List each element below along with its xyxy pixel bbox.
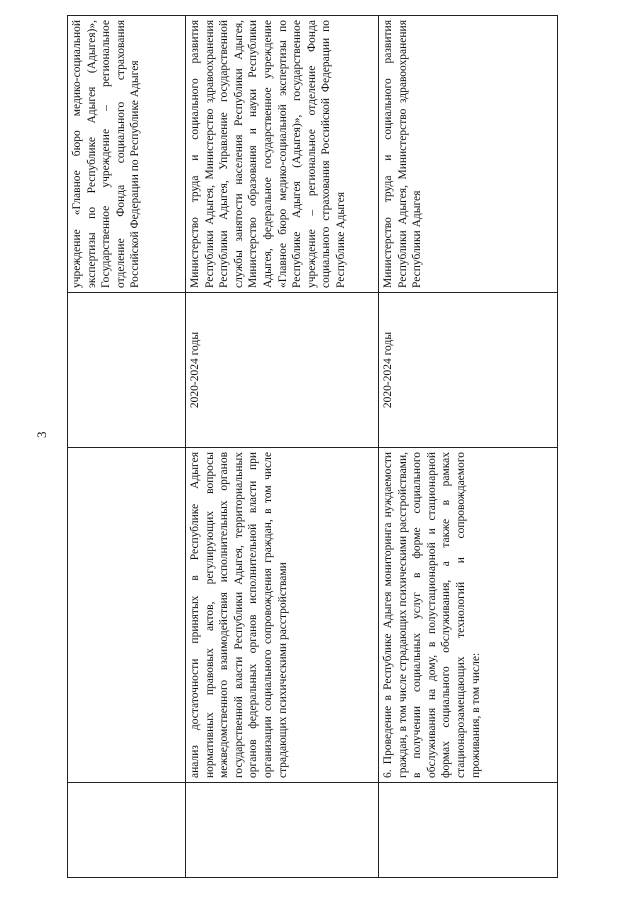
period-cell: 2020-2024 годы: [379, 293, 558, 448]
executors-cell: Министерство труда и социального развития Республики Адыгея, Министерство здравоохранения Республики Адыгея, Управление государственной службы занятости населения Республики Адыгея, Министерство образования и науки Республики Адыгея, федеральное государственное учреждение «Главное бюро медико-социальной экспертизы по Республике Адыгея (Адыгея)», государственное учреждение – региональное отделение Фонда социального страхования Российской Федерации по Республике Адыгея: [186, 16, 379, 293]
measure-cell: 6. Проведение в Республике Адыгея мониторинга нуждаемости граждан, в том числе страдающих психическими расстройствами, в получении социальных услуг в форме социального обслуживания на дому, в полустационарной и стационарной формах социального обслуживания, а также в рамках стационарозамещающих технологий и сопровождаемого проживания, в том числе:: [379, 448, 558, 783]
period-cell: 2020-2024 годы: [186, 293, 379, 448]
table-row: [379, 16, 558, 878]
table-row: [186, 16, 379, 878]
empty-cell: [379, 783, 558, 878]
rotated-table-container: [67, 16, 557, 878]
measure-cell: анализ достаточности принятых в Республике Адыгея нормативных правовых актов, регулирующих вопросы межведомственного взаимодействия исполнительных органов государственной власти Республики Адыгея, территориальных органов федеральных органов исполнительной власти при организации социального сопровождения граждан, в том числе страдающих психическими расстройствами: [186, 448, 379, 783]
executors-cell: учреждение «Главное бюро медико-социальной экспертизы по Республике Адыгея (Адыгея)», Государственное учреждение – региональное отделение Фонда социального страхования Российской Федерации по Республике Адыгея: [68, 16, 186, 293]
empty-cell: [68, 783, 186, 878]
period-cell: [68, 293, 186, 448]
executors-cell: Министерство труда и социального развития Республики Адыгея, Министерство здравоохранения Республики Адыгея: [379, 16, 558, 293]
empty-cell: [186, 783, 379, 878]
measures-table: [67, 15, 558, 878]
table-row: [68, 16, 186, 878]
page-number: 3: [34, 431, 49, 438]
measure-cell: [68, 448, 186, 783]
